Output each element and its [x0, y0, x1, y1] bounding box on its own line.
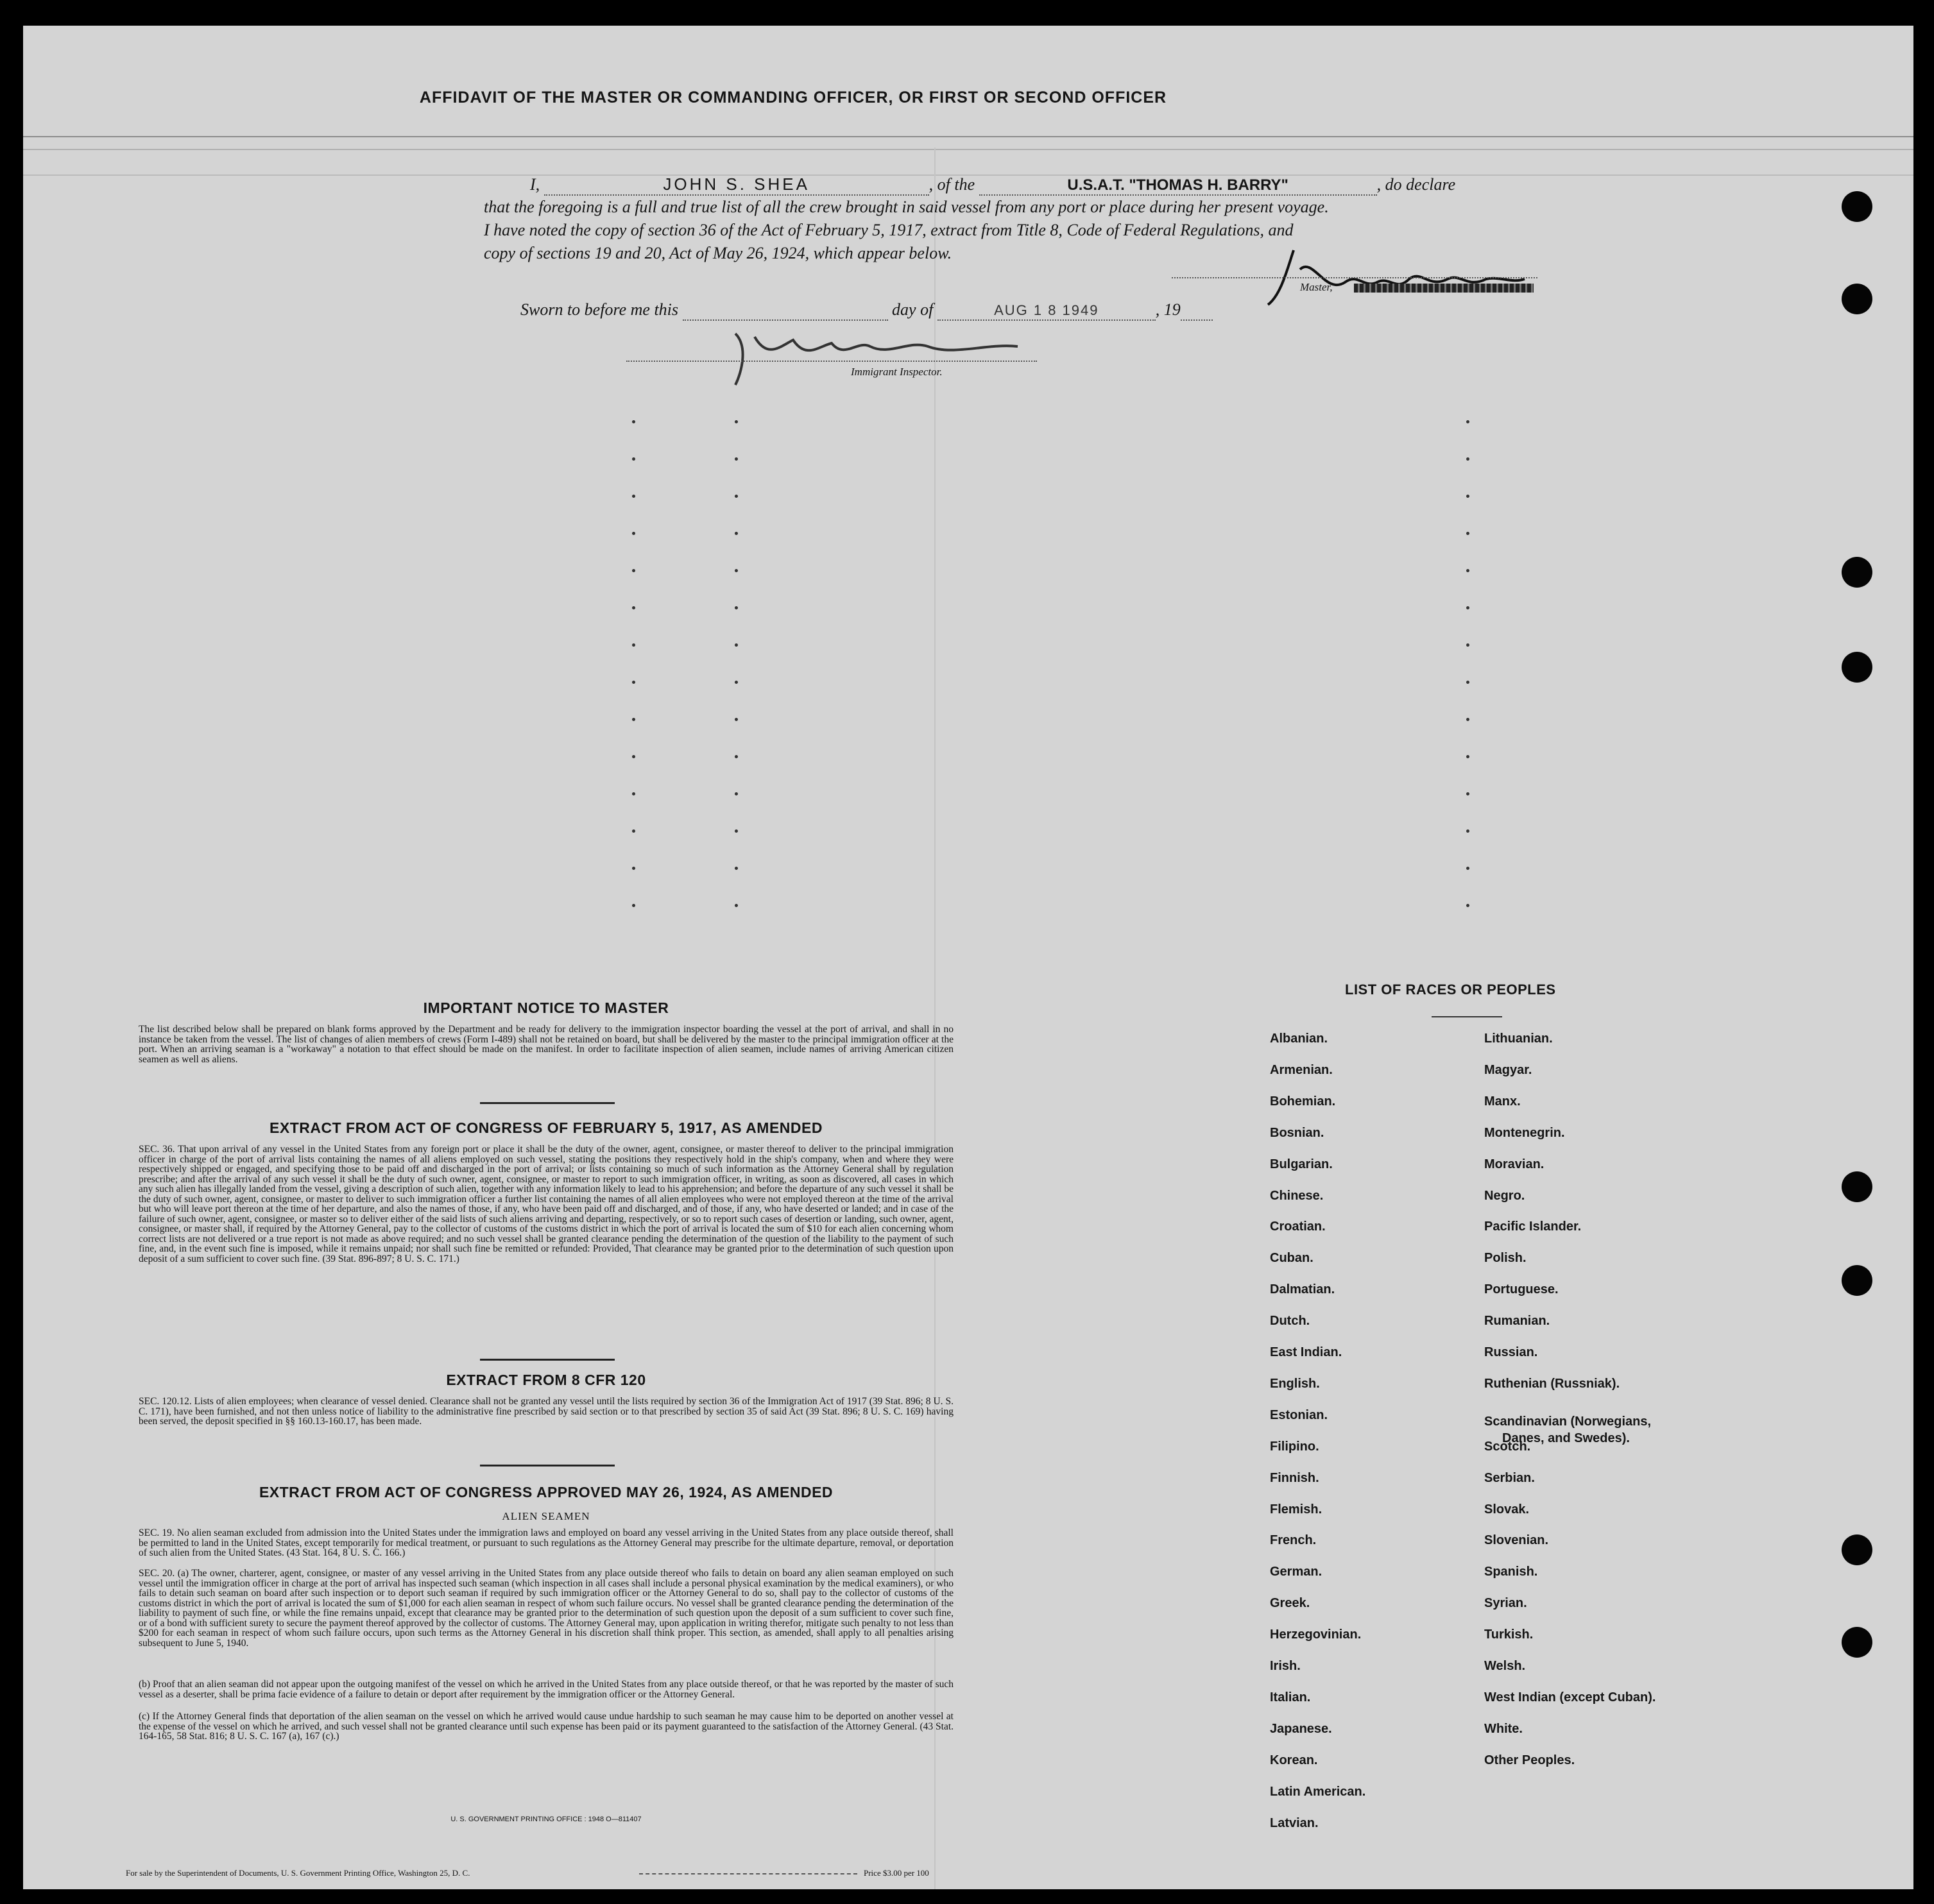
- faint-mark: [1466, 643, 1469, 647]
- faint-mark: [632, 829, 635, 833]
- faint-mark: [632, 532, 635, 535]
- races-title-rule: [1432, 1016, 1502, 1017]
- race-item: Croatian.: [1270, 1220, 1326, 1234]
- punch-hole: [1842, 1627, 1872, 1658]
- master-label: Master,: [1300, 281, 1333, 293]
- race-item: Filipino.: [1270, 1439, 1319, 1454]
- race-item: Polish.: [1484, 1251, 1527, 1266]
- race-item: Moravian.: [1484, 1157, 1545, 1171]
- faint-mark: [632, 457, 635, 461]
- race-item: German.: [1270, 1565, 1322, 1579]
- faint-mark: [1466, 606, 1469, 609]
- sec-19-text: SEC. 19. No alien seaman excluded from admission into the United States under the immigration laws and employed on board any vessel arriving in the United States from any place outside thereof, shall be permitted to land in the United States, except temporarily for medical treatment, or pursuant to such regulations as the Attorney General may prescribe for the ultimate departure, removal, or deportation of such alien from the United States. (43 Stat. 164, 8 U. S. C. 166.): [139, 1527, 954, 1558]
- faint-mark: [632, 606, 635, 609]
- faint-mark: [632, 867, 635, 870]
- vessel-field: [979, 175, 1377, 196]
- race-item: Slovak.: [1484, 1502, 1530, 1517]
- race-item: Latvian.: [1270, 1815, 1319, 1830]
- faint-mark: [632, 569, 635, 572]
- race-item: Italian.: [1270, 1690, 1311, 1704]
- sec-20a-text: SEC. 20. (a) The owner, charterer, agent, consignee, or master of any vessel arriving in the United States from any place outside thereof who fails to detain on board any alien seaman employed on such vessel until the immigration officer in charge at the port of arrival has inspected such seaman (which inspection in all cases shall include a personal physical examination by the medical examiners), or who fails to detain such seaman on board after such inspection or to deport such seaman if required by such immigration officer or the Attorney General to do so, shall pay to the collector of customs of the customs district in which the port of arrival is located the sum of $1,000 for each alien seaman in respect of whom such failure occurs. No vessel shall be granted clearance pending the determination of the liability to payment of such fine, or while the fine remains unpaid, except that clearance may be granted prior to the determination of such question upon the deposit of a sum sufficient to cover such fine, or of a bond with sufficient surety to secure the payment thereof approved by the collector of customs. The Attorney General may, upon application in writing therefor, mitigate such penalty to not less than $200 for each seaman in respect of whom such failure occurs, upon such terms as the Attorney General in his discretion shall think proper. This section, as amended, shall apply to all penalties arising subsequent to June 5, 1940.: [139, 1568, 954, 1649]
- faint-mark: [735, 755, 738, 758]
- faint-mark: [632, 792, 635, 795]
- faint-mark: [1466, 495, 1469, 498]
- master-name: JOHN S. SHEA: [663, 174, 810, 194]
- sworn-day-field: [683, 300, 888, 321]
- race-item: Turkish.: [1484, 1628, 1534, 1642]
- printer-imprint: U. S. GOVERNMENT PRINTING OFFICE : 1948 O—811407: [450, 1815, 642, 1823]
- race-item: Syrian.: [1484, 1596, 1527, 1611]
- affidavit-line-2: that the foregoing is a full and true list of all the crew brought in said vessel from any port or place during her present voyage.: [484, 198, 1329, 216]
- race-item: Korean.: [1270, 1753, 1318, 1767]
- faint-mark: [735, 867, 738, 870]
- sworn-line: [520, 300, 1213, 321]
- race-item: Welsh.: [1484, 1659, 1526, 1673]
- punch-hole: [1842, 191, 1872, 222]
- race-item: Bosnian.: [1270, 1125, 1324, 1140]
- faint-mark: [735, 829, 738, 833]
- faint-mark: [1466, 755, 1469, 758]
- affidavit-line-1: [530, 174, 1455, 196]
- race-item: Magyar.: [1484, 1062, 1532, 1077]
- race-item: Greek.: [1270, 1596, 1310, 1611]
- race-item: Serbian.: [1484, 1470, 1535, 1485]
- punch-hole: [1842, 652, 1872, 683]
- race-item: Danes, and Swedes).: [1502, 1431, 1630, 1445]
- of-the-text: , of the: [928, 175, 975, 194]
- race-item: West Indian (except Cuban).: [1484, 1690, 1656, 1704]
- affidavit-line-3: I have noted the copy of section 36 of the Act of February 5, 1917, extract from Title 8, Code of Federal Regulations, and: [484, 221, 1294, 239]
- race-item: Rumanian.: [1484, 1314, 1550, 1329]
- faint-mark: [1466, 420, 1469, 423]
- race-item: Chinese.: [1270, 1188, 1324, 1203]
- faint-mark: [1466, 681, 1469, 684]
- faint-mark: [632, 643, 635, 647]
- faint-mark: [735, 495, 738, 498]
- race-item: French.: [1270, 1533, 1317, 1548]
- section-divider: [480, 1359, 615, 1361]
- punch-hole: [1842, 1265, 1872, 1296]
- punch-hole: [1842, 1171, 1872, 1202]
- extract-cfr-title: EXTRACT FROM 8 CFR 120: [446, 1372, 646, 1388]
- faint-mark: [1466, 532, 1469, 535]
- race-item: Armenian.: [1270, 1062, 1333, 1077]
- faint-mark: [1466, 792, 1469, 795]
- alien-seamen-subtitle: ALIEN SEAMEN: [502, 1510, 590, 1522]
- faint-mark: [632, 904, 635, 907]
- affidavit-line-4: copy of sections 19 and 20, Act of May 26, 1924, which appear below.: [484, 244, 952, 262]
- extract-cfr-text: SEC. 120.12. Lists of alien employees; when clearance of vessel denied. Clearance shall not be granted any vessel until the lists required by section 36 of the Immigration Act of 1917 (39 Stat. 896; 8 U. S. C. 171), have been furnished, and not then unless notice of liability to the administrative fine prescribed by said section or to that prescribed by section 35 of said Act (39 Stat. 896; 8 U. S. C. 169) having been served, the deposit specified in §§ 160.13-160.17, has been made.: [139, 1396, 954, 1427]
- extract-1917-title: EXTRACT FROM ACT OF CONGRESS OF FEBRUARY 5, 1917, AS AMENDED: [270, 1119, 823, 1136]
- do-declare-text: , do declare: [1376, 175, 1456, 194]
- race-item: Other Peoples.: [1484, 1753, 1575, 1767]
- race-item: Manx.: [1484, 1094, 1521, 1109]
- declarant-prefix: I,: [530, 175, 540, 194]
- notice-text: The list described below shall be prepared on blank forms approved by the Department and be ready for delivery to the immigration inspector boarding the vessel at the port of arrival, and shall in no instance be taken from the vessel. The list of changes of alien members of crews (Form I-489) shall not be retained on board, but shall be delivered by the master to the principal immigration officer at the port. When an arriving seaman is a "workaway" a notation to that effect should be made on the manifest. In order to facilitate inspection of alien seamen, include names of arriving American citizen seamen as well as aliens.: [139, 1024, 954, 1065]
- faint-mark: [1466, 718, 1469, 721]
- sale-notice: For sale by the Superintendent of Documents, U. S. Government Printing Office, Washington 25, D. C.: [126, 1868, 470, 1878]
- redaction-mark: [1354, 284, 1534, 293]
- race-item: English.: [1270, 1376, 1320, 1391]
- race-item: Ruthenian (Russniak).: [1484, 1376, 1620, 1391]
- day-of-text: day of: [892, 300, 934, 319]
- rule-line: [23, 149, 1913, 150]
- race-item: Flemish.: [1270, 1502, 1322, 1517]
- faint-mark: [1466, 904, 1469, 907]
- race-item: Pacific Islander.: [1484, 1220, 1582, 1234]
- race-item: White.: [1484, 1721, 1523, 1736]
- races-title: LIST OF RACES OR PEOPLES: [1345, 982, 1556, 998]
- faint-mark: [735, 718, 738, 721]
- faint-mark: [632, 495, 635, 498]
- sec-20c-text: (c) If the Attorney General finds that deportation of the alien seaman on the vessel on which he arrived would cause undue hardship to such seaman he may cause him to be deported on another vessel at the expense of the vessel on which he arrived, and such vessel shall not be granted clearance until such expense has been paid or its payment guaranteed to the satisfaction of the Attorney General. (43 Stat. 164-165, 58 Stat. 816; 8 U. S. C. 167 (a), 167 (c).): [139, 1711, 954, 1742]
- master-name-field: [544, 174, 929, 196]
- affidavit-title: AFFIDAVIT OF THE MASTER OR COMMANDING OFFICER, OR FIRST OR SECOND OFFICER: [419, 89, 1167, 106]
- race-item: Latin American.: [1270, 1784, 1366, 1799]
- race-item: Montenegrin.: [1484, 1125, 1565, 1140]
- race-item: Portuguese.: [1484, 1282, 1559, 1297]
- race-item: Bulgarian.: [1270, 1157, 1333, 1171]
- race-item: Dalmatian.: [1270, 1282, 1335, 1297]
- master-signature: [1255, 244, 1550, 314]
- faint-mark: [735, 532, 738, 535]
- faint-mark: [632, 718, 635, 721]
- race-item: Scandinavian (Norwegians,: [1484, 1414, 1652, 1429]
- race-item: Herzegovinian.: [1270, 1628, 1362, 1642]
- inspector-signature: [716, 321, 1075, 391]
- faint-mark: [735, 904, 738, 907]
- punch-hole: [1842, 284, 1872, 314]
- sworn-date-field: [937, 300, 1156, 321]
- race-item: Slovenian.: [1484, 1533, 1549, 1548]
- section-divider: [480, 1102, 615, 1104]
- inspector-label: Immigrant Inspector.: [851, 366, 943, 378]
- extract-1924-title: EXTRACT FROM ACT OF CONGRESS APPROVED MAY 26, 1924, AS AMENDED: [259, 1484, 834, 1500]
- sec-20b-text: (b) Proof that an alien seaman did not appear upon the outgoing manifest of the vessel on which he arrived in the United States from any place outside thereof, or that he was reported by the master of such vessel as a deserter, shall be prima facie evidence of a failure to detain or deport after requirement by the immigration officer or the Attorney General.: [139, 1679, 954, 1700]
- race-item: Dutch.: [1270, 1314, 1310, 1329]
- faint-mark: [1466, 457, 1469, 461]
- notice-title: IMPORTANT NOTICE TO MASTER: [423, 999, 669, 1016]
- race-item: East Indian.: [1270, 1345, 1342, 1359]
- price-notice: Price $3.00 per 100: [864, 1868, 929, 1878]
- faint-mark: [735, 681, 738, 684]
- race-item: Irish.: [1270, 1659, 1301, 1673]
- extract-1917-text: SEC. 36. That upon arrival of any vessel in the United States from any foreign port or place it shall be the duty of the owner, agent, consignee, or master thereof to deliver to the principal immigration officer in charge of the port of arrival lists containing the names of all aliens employed on such vessel, stating the positions they respectively hold in the ship's company, when and where they were respectively shipped or engaged, and specifying those to be paid off and discharged in the port of arrival; or lists containing so much of such information as the Attorney General shall by regulation prescribe; and after the arrival of any such vessel it shall be the duty of such owner, agent, consignee, or master to report to such immigration officer, in writing, as soon as discovered, all cases in which any such alien has illegally landed from the vessel, giving a description of such alien, together with any information likely to lead to his apprehension; and before the departure of any such vessel it shall be the duty of such owner, agent, consignee, or master to deliver to such immigration officer a further list containing the names of all alien employees who were not employed thereon at the time of the arrival but who will leave port thereon at the time of her departure, and also the names of those, if any, who have been paid off and discharged, and of those, if any, who have deserted or landed; and in case of the failure of such owner, agent, consignee, or master so to deliver either of the said lists of such aliens arriving and departing, respectively, or so to report such cases of desertion or landing, such owner, agent, consignee, or master shall, if required by the Attorney General, pay to the collector of customs of the customs district in which the port of arrival is located the sum of $10 for each alien concerning whom correct lists are not delivered or a true report is not made as above required; and no such vessel shall be granted clearance pending the determination of the question of the liability to the payment of such fine, and, in the event such fine is imposed, while it remains unpaid; nor shall such fine be remitted or refunded: Provided, That clearance may be granted prior to the determination of such question upon deposit of a sum sufficient to cover such fine. (39 Stat. 896-897; 8 U. S. C. 171.): [139, 1144, 954, 1264]
- race-item: Russian.: [1484, 1345, 1538, 1359]
- vessel-name: U.S.A.T. "THOMAS H. BARRY": [1067, 176, 1288, 194]
- faint-mark: [735, 457, 738, 461]
- race-item: Bohemian.: [1270, 1094, 1336, 1109]
- faint-mark: [1466, 829, 1469, 833]
- faint-mark: [735, 569, 738, 572]
- race-item: Negro.: [1484, 1188, 1525, 1203]
- document-page: [23, 26, 1913, 1889]
- race-item: Scotch.: [1484, 1439, 1531, 1454]
- sworn-prefix: Sworn to before me this: [520, 300, 679, 319]
- faint-mark: [632, 420, 635, 423]
- section-divider: [480, 1465, 615, 1466]
- master-signature-line: [1172, 277, 1537, 278]
- race-item: Spanish.: [1484, 1565, 1538, 1579]
- punch-hole: [1842, 557, 1872, 588]
- sworn-date-stamp: AUG 1 8 1949: [994, 302, 1099, 318]
- race-item: Finnish.: [1270, 1470, 1319, 1485]
- faint-mark: [735, 792, 738, 795]
- faint-mark: [735, 606, 738, 609]
- rule-line: [23, 136, 1913, 137]
- race-item: Japanese.: [1270, 1721, 1332, 1736]
- punch-hole: [1842, 1534, 1872, 1565]
- faint-mark: [632, 755, 635, 758]
- faint-mark: [632, 681, 635, 684]
- footer-leader: [639, 1873, 857, 1874]
- race-item: Estonian.: [1270, 1407, 1328, 1422]
- race-item: Cuban.: [1270, 1251, 1314, 1266]
- race-item: Albanian.: [1270, 1032, 1328, 1046]
- year-prefix: , 19: [1155, 300, 1181, 319]
- faint-mark: [735, 420, 738, 423]
- year-field: [1181, 300, 1213, 321]
- faint-mark: [1466, 569, 1469, 572]
- faint-mark: [735, 643, 738, 647]
- inspector-signature-line: [626, 361, 1037, 362]
- faint-mark: [1466, 867, 1469, 870]
- race-item: Lithuanian.: [1484, 1032, 1553, 1046]
